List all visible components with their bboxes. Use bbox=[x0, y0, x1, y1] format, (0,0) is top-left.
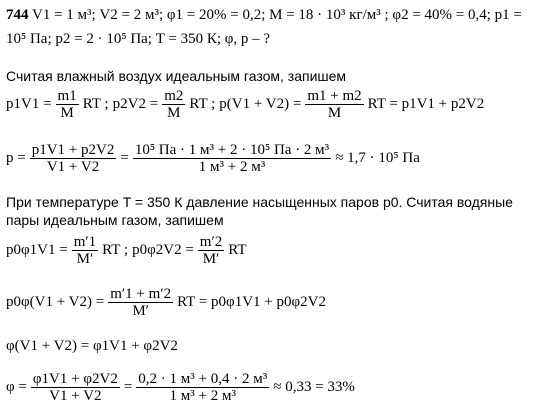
eq6-fraction-2: $\frac{\text{0,2 · 1 м³ + 0,4 · 2 м³}}{\text{1 м³ + 2 м³}}$ bbox=[138, 371, 268, 404]
eq2-tail: ≈ 1,7 · 10⁵ Па bbox=[335, 150, 420, 166]
given-line-1 bbox=[6, 6, 522, 24]
eq1-b-left: p2V2 = bbox=[112, 96, 159, 112]
eq5-text: φ(V1 + V2) = φ1V1 + φ2V2 bbox=[6, 338, 178, 354]
eq4-left: p0φ(V1 + V2) = bbox=[6, 294, 105, 310]
eq3-a-tail: RT ; bbox=[102, 242, 129, 258]
text-saturated-2: пары идеальным газом, запишем bbox=[6, 212, 224, 228]
eq1-c-tail: RT = p1V1 + p2V2 bbox=[367, 96, 485, 112]
eq2-fraction-2: $\frac{\text{10⁵ Па · 1 м³ + 2 · 10⁵ Па · 2 м³}}{\text{1 м³ + 2 м³}}$ bbox=[134, 142, 330, 175]
equation-4 bbox=[6, 286, 326, 319]
eq3-b-tail: RT bbox=[228, 242, 247, 258]
eq1-a-fraction: $\frac{m1}{M}$ bbox=[57, 88, 77, 121]
equation-3 bbox=[6, 234, 247, 267]
eq3-a-left: p0φ1V1 = bbox=[6, 242, 68, 258]
eq6-fraction-1: $\frac{\varphi 1V1 + \varphi 2V2}{V1 + V2}$ bbox=[32, 371, 118, 404]
eq6-tail: ≈ 0,33 = 33% bbox=[273, 379, 355, 395]
eq2-mid: = bbox=[120, 150, 129, 166]
equation-6 bbox=[6, 371, 355, 404]
text-ideal-gas: Считая влажный воздух идеальным газом, запишем bbox=[6, 68, 347, 84]
eq3-b-fraction: $\frac{m'2}{M'}$ bbox=[199, 234, 223, 267]
equation-2 bbox=[6, 142, 420, 175]
eq2-left: p = bbox=[6, 150, 26, 166]
eq6-mid: = bbox=[123, 379, 133, 395]
eq1-b-tail: RT ; bbox=[189, 96, 216, 112]
eq1-c-left: p(V1 + V2) = bbox=[219, 96, 302, 112]
text-saturated-1: При температуре T = 350 К давление насыщенных паров p0. Считая водяные bbox=[6, 194, 513, 210]
eq1-b-fraction: $\frac{m2}{M}$ bbox=[164, 88, 184, 121]
given-values-1: V1 = 1 м³; V2 = 2 м³; φ1 = 20% = 0,2; M = 18 · 10³ кг/м³ ; φ2 = 40% = 0,4; p1 = bbox=[31, 7, 522, 23]
eq4-fraction: $\frac{m'1 + m'2}{M'}$ bbox=[110, 286, 172, 319]
eq6-left: φ = bbox=[6, 379, 27, 395]
eq2-fraction-1: $\frac{p1V1 + p2V2}{V1 + V2}$ bbox=[31, 142, 115, 175]
equation-1 bbox=[6, 88, 484, 121]
given-line-2 bbox=[6, 30, 270, 48]
eq3-b-left: p0φ2V2 = bbox=[132, 242, 194, 258]
problem-number: 744 bbox=[6, 7, 29, 23]
eq4-tail: RT = p0φ1V1 + p0φ2V2 bbox=[177, 294, 326, 310]
given-values-2: 10⁵ Па; p2 = 2 · 10⁵ Па; T = 350 К; φ, p – ? bbox=[6, 31, 271, 47]
eq1-a-tail: RT ; bbox=[82, 96, 109, 112]
eq1-c-fraction: $\frac{m1 + m2}{M}$ bbox=[307, 88, 362, 121]
equation-5 bbox=[6, 338, 178, 355]
eq3-a-fraction: $\frac{m'1}{M'}$ bbox=[73, 234, 97, 267]
eq1-a-left: p1V1 = bbox=[6, 96, 52, 112]
